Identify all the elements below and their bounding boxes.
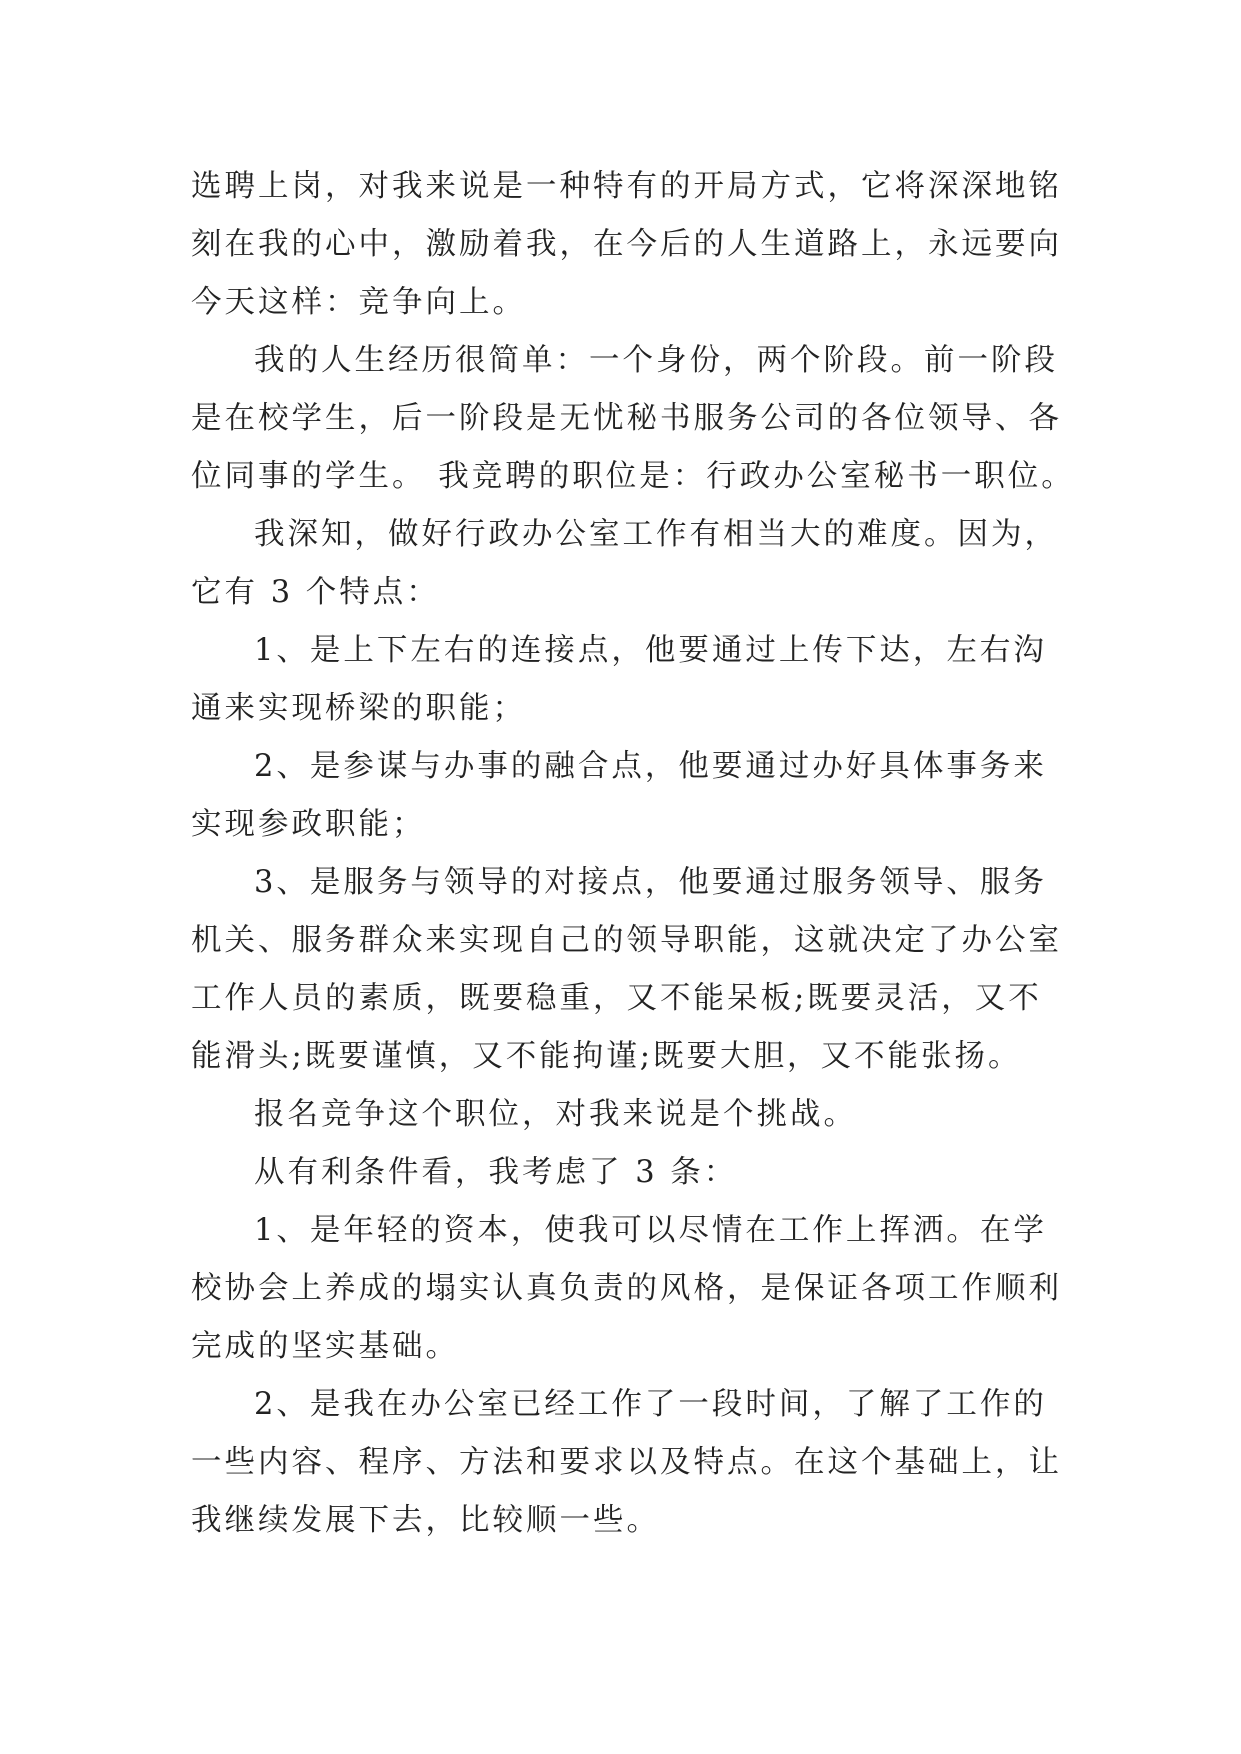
list-item-first-line: 2、是参谋与办事的融合点，他要通过办好具体事务来 bbox=[254, 749, 1047, 784]
paragraph-first-line: 我的人生经历很简单：一个身份，两个阶段。前一阶段 bbox=[254, 343, 1058, 378]
paragraph-first-line: 报名竞争这个职位，对我来说是个挑战。 bbox=[254, 1097, 857, 1132]
list-item-first-line: 2、是我在办公室已经工作了一段时间，了解了工作的 bbox=[254, 1387, 1047, 1422]
text-line: 今天这样：竞争向上。 bbox=[191, 285, 526, 320]
text-line: 实现参政职能； bbox=[191, 807, 426, 842]
list-item-first-line: 1、是年轻的资本，使我可以尽情在工作上挥洒。在学 bbox=[254, 1213, 1047, 1248]
text-line: 刻在我的心中，激励着我，在今后的人生道路上，永远要向 bbox=[191, 227, 1062, 262]
list-item-first-line: 3、是服务与领导的对接点，他要通过服务领导、服务 bbox=[254, 865, 1047, 900]
text-line: 一些内容、程序、方法和要求以及特点。在这个基础上，让 bbox=[191, 1445, 1062, 1480]
text-line: 工作人员的素质，既要稳重，又不能呆板;既要灵活，又不 bbox=[191, 981, 1042, 1016]
text-line: 是在校学生，后一阶段是无忧秘书服务公司的各位领导、各 bbox=[191, 401, 1062, 436]
text-line: 位同事的学生。 我竞聘的职位是：行政办公室秘书一职位。 bbox=[191, 459, 1075, 494]
list-item-first-line: 1、是上下左右的连接点，他要通过上传下达，左右沟 bbox=[254, 633, 1047, 668]
text-line: 它有 3 个特点： bbox=[191, 575, 440, 610]
paragraph-first-line: 我深知，做好行政办公室工作有相当大的难度。因为， bbox=[254, 517, 1058, 552]
text-line: 我继续发展下去，比较顺一些。 bbox=[191, 1503, 660, 1538]
paragraph-first-line: 从有利条件看，我考虑了 3 条： bbox=[254, 1155, 738, 1190]
text-line: 选聘上岗，对我来说是一种特有的开局方式，它将深深地铭 bbox=[191, 169, 1062, 204]
text-line: 机关、服务群众来实现自己的领导职能，这就决定了办公室 bbox=[191, 923, 1062, 958]
text-line: 校协会上养成的塌实认真负责的风格，是保证各项工作顺利 bbox=[191, 1271, 1062, 1306]
text-line: 完成的坚实基础。 bbox=[191, 1329, 459, 1364]
text-line: 能滑头;既要谨慎，又不能拘谨;既要大胆，又不能张扬。 bbox=[191, 1039, 1022, 1074]
text-line: 通来实现桥梁的职能； bbox=[191, 691, 526, 726]
